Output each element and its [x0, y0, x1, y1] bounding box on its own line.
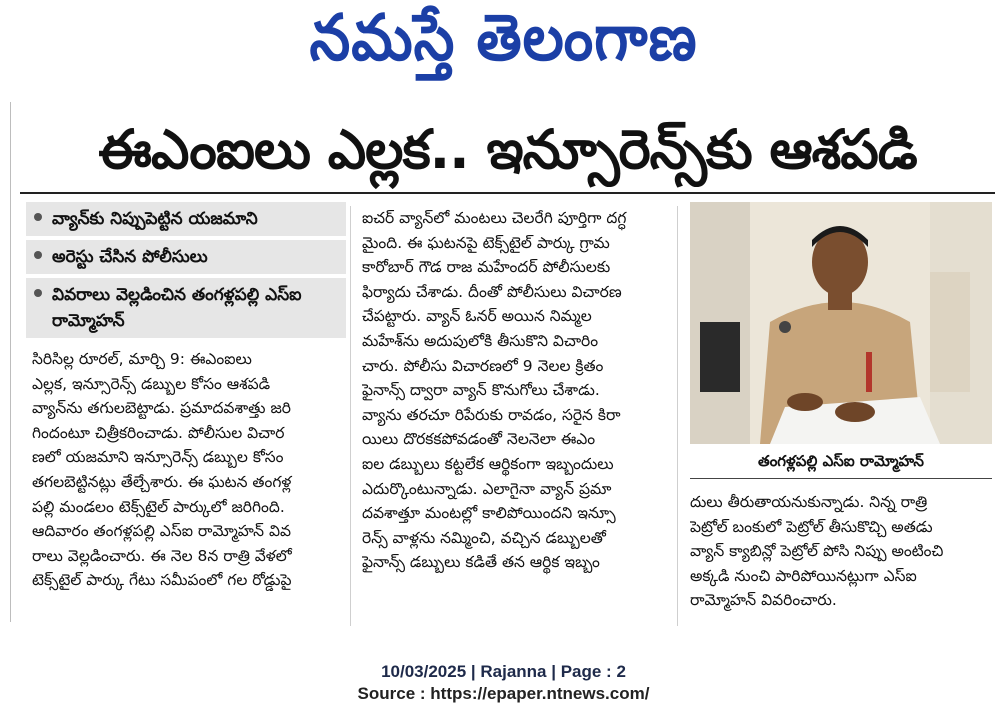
text-line: గిందంటూ చిత్రీకరించాడు. పోలీసుల విచార — [32, 423, 285, 442]
text-line: అక్కడి నుంచి పారిపోయినట్లుగా ఎస్‌ఐ — [690, 566, 917, 585]
text-line: టెక్స్‌టైల్‌ పార్కు గేటు సమీపంలో గల రోడ్డుపై — [32, 571, 292, 590]
text-line: ఎదుర్కొంటున్నాడు. ఎలాగైనా వ్యాన్‌ ప్రమా — [362, 479, 612, 498]
article-headline: ఈఎంఐలు ఎల్లక.. ఇన్సూరెన్స్‌కు ఆశపడి — [98, 118, 917, 181]
text-line: ఐచర్‌ వ్యాన్‌లో మంటలు చెలరేగి పూర్తిగా దగ్ధ — [362, 209, 627, 227]
highlight-item — [26, 202, 346, 236]
text-line: చారు. పోలీసు విచారణలో 9 నెలల క్రితం — [362, 356, 604, 375]
bullet-icon — [34, 289, 42, 297]
text-line: ఫైనాన్స్‌ డబ్బులు కడితే తన ఆర్థిక ఇబ్బం — [362, 553, 600, 572]
text-line: మైంది. ఈ ఘటనపై టెక్స్‌టైల్‌ పార్కు గ్రామ — [362, 233, 610, 252]
highlight-text: అరెస్టు చేసిన పోలీసులు — [52, 247, 208, 267]
text-line: ఫైనాన్స్‌ ద్వారా వ్యాన్‌ కొనుగోలు చేశాడు. — [362, 381, 600, 400]
source-link[interactable]: Source : https://epaper.ntnews.com/ — [357, 684, 650, 703]
text-line: తగలబెట్టినట్లు తేల్చేశారు. ఈ ఘటన తంగళ్ల — [32, 472, 292, 491]
text-line: ణలో యజమాని ఇన్సూరెన్స్‌ డబ్బుల కోసం — [32, 448, 284, 467]
text-line: రాలు వెల్లడించారు. ఈ నెల 8న రాత్రి వేళలో — [32, 546, 292, 565]
text-line: దవశాత్తూ మంటల్లో కాలిపోయిందని ఇన్సూ — [362, 504, 616, 523]
text-line: చేపట్టారు. వ్యాన్‌ ఓనర్‌ అయిన నిమ్మల — [362, 307, 592, 326]
masthead — [0, 0, 1007, 80]
text-line: ఐల డబ్బులు కట్టలేక ఆర్థికంగా ఇబ్బందులు — [362, 454, 614, 473]
left-border-rule — [10, 102, 11, 622]
text-line: మహేశ్‌ను అదుపులోకి తీసుకొని విచారిం — [362, 331, 599, 350]
photo-caption: తంగళ్లపల్లి ఎస్‌ఐ రామ్మోహన్‌ — [758, 452, 924, 470]
highlight-text: వివరాలు వెల్లడించిన తంగళ్లపల్లి ఎస్‌ఐ రామ్మోహన్ — [52, 285, 302, 331]
officer-photo — [690, 202, 992, 444]
text-line: ఫిర్యాదు చేశాడు. దీంతో పోలీసులు విచారణ — [362, 282, 622, 301]
column-divider — [677, 206, 678, 626]
bullet-icon — [34, 251, 42, 259]
text-line: వ్యాన్‌ క్యాబిన్లో పెట్రోల్‌ పోసి నిప్పు అంటించి — [690, 542, 944, 561]
article-column-1 — [32, 347, 338, 593]
text-line: రామ్మోహన్‌ వివరించారు. — [690, 591, 837, 610]
text-line: ఎల్లక, ఇన్సూరెన్స్‌ డబ్బుల కోసం ఆశపడి — [32, 374, 271, 393]
newspaper-title: నమస్తే తెలంగాణ — [309, 0, 698, 75]
article-column-2 — [362, 206, 664, 575]
highlight-item — [26, 278, 346, 338]
highlight-item — [26, 240, 346, 274]
edition-info: 10/03/2025 | Rajanna | Page : 2 — [381, 662, 626, 681]
text-line: దులు తీరుతాయనుకున్నాడు. నిన్న రాత్రి — [690, 493, 928, 511]
text-line: ఆదివారం తంగళ్లపల్లి ఎస్‌ఐ రామ్మోహన్‌ వివ — [32, 522, 292, 541]
text-line: పెట్రోల్‌ బంకులో పెట్రోల్‌ తీసుకొచ్చి అతడు — [690, 517, 933, 536]
highlights-box — [26, 202, 346, 342]
officer-photo-illustration — [690, 202, 992, 444]
headline-divider — [20, 192, 995, 194]
text-line: రెన్స్‌ వాళ్లను నమ్మించి, వచ్చిన డబ్బులతో — [362, 528, 606, 547]
column-divider — [350, 206, 351, 626]
article-column-3 — [690, 490, 990, 613]
text-line: వ్యాన్‌ను తగులబెట్టాడు. ప్రమాదవశాత్తు జరి — [32, 399, 291, 418]
text-line: కారోబార్‌ గౌడ రాజ మహేందర్‌ పోలీసులకు — [362, 258, 611, 277]
text-line: పల్లి మండలం టెక్స్‌టైల్‌ పార్కులో జరిగింది. — [32, 497, 285, 516]
bullet-icon — [34, 213, 42, 221]
caption-divider — [690, 478, 992, 479]
text-line: వ్యాను తరచూ రిపేరుకు రావడం, సరైన కిరా — [362, 405, 621, 424]
highlight-text: వ్యాన్‌కు నిప్పుపెట్టిన యజమాని — [52, 209, 258, 229]
text-line: యిలు దొరకకపోవడంతో నెలనెలా ఈఎం — [362, 430, 596, 449]
text-line: సిరిసిల్ల రూరల్‌, మార్చి 9: ఈఎంఐలు — [32, 350, 252, 368]
